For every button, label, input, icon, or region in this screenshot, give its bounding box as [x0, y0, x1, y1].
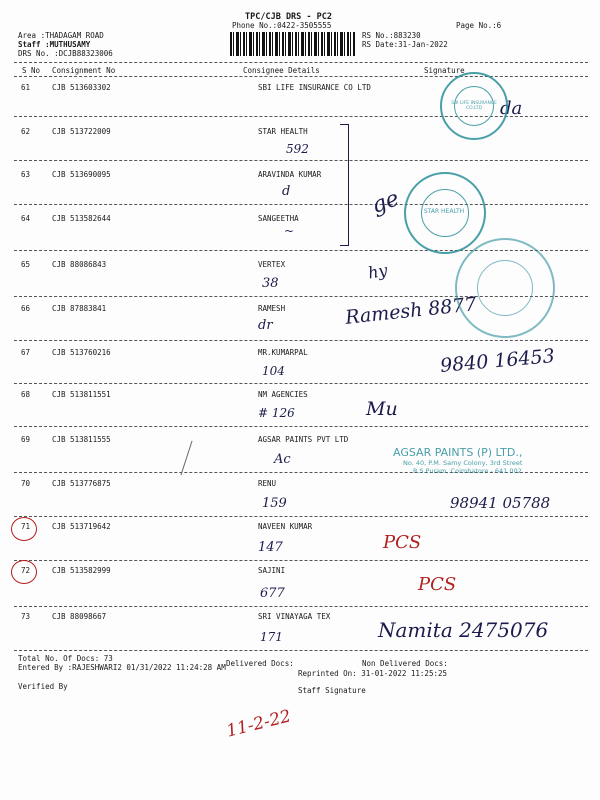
signature-68: Mu	[366, 398, 398, 420]
row-sno: 63	[21, 170, 31, 179]
area-label: Area :THADAGAM ROAD	[18, 31, 104, 40]
handwritten-note: d	[282, 184, 291, 199]
delivered-docs: Delivered Docs:	[226, 659, 294, 668]
handwritten-note: 171	[260, 630, 283, 644]
row-consignee: ARAVINDA KUMAR	[258, 170, 322, 179]
row-consignment: CJB 513603302	[52, 83, 111, 92]
bracket-mark	[340, 124, 349, 246]
row-sno: 62	[21, 127, 31, 136]
row-rule	[14, 160, 588, 161]
staff-signature: Staff Signature	[298, 686, 366, 695]
signature-66: Ramesh 8877	[344, 293, 478, 329]
barcode	[230, 32, 355, 56]
row-rule	[14, 606, 588, 607]
handwritten-note: # 126	[258, 406, 295, 420]
signature-72: PCS	[418, 574, 457, 595]
row-rule	[14, 204, 588, 205]
row-sno: 71	[21, 522, 31, 531]
row-sno: 65	[21, 260, 31, 269]
row-sno: 64	[21, 214, 31, 223]
row-consignment: CJB 87883841	[52, 304, 107, 313]
row-consignment: CJB 513719642	[52, 522, 111, 531]
sbi-stamp: SBI LIFE INSURANCE CO.LTD	[440, 72, 508, 140]
phone-number: Phone No.:0422-3505555	[232, 21, 332, 30]
rs-date: RS Date:31-Jan-2022	[362, 40, 448, 49]
row-sno: 70	[21, 479, 31, 488]
row-rule	[14, 516, 588, 517]
row-consignee: VERTEX	[258, 260, 286, 269]
signature-61: da	[500, 98, 523, 119]
entered-by: Entered By :RAJESHWARI2 01/31/2022 11:24:28 AM	[18, 663, 226, 672]
col-consignee: Consignee Details	[243, 66, 320, 75]
company-stamp	[455, 238, 555, 338]
row-consignee: SAJINI	[258, 566, 286, 575]
row-sno: 67	[21, 348, 31, 357]
row-consignment: CJB 513722009	[52, 127, 111, 136]
row-consignee: SANGEETHA	[258, 214, 299, 223]
row-consignee: SBI LIFE INSURANCE CO LTD	[258, 83, 371, 92]
row-sno: 72	[21, 566, 31, 575]
row-rule	[14, 560, 588, 561]
row-consignment: CJB 513582644	[52, 214, 111, 223]
row-consignment: CJB 513776875	[52, 479, 111, 488]
handwritten-note: 104	[262, 364, 285, 378]
row-consignment: CJB 88098667	[52, 612, 107, 621]
row-consignee: SRI VINAYAGA TEX	[258, 612, 331, 621]
staff-label: Staff :MUTHUSAMY	[18, 40, 91, 49]
row-consignment: CJB 88086843	[52, 260, 107, 269]
row-consignee: AGSAR PAINTS PVT LTD	[258, 435, 349, 444]
row-sno: 66	[21, 304, 31, 313]
row-consignee: RAMESH	[258, 304, 286, 313]
row-rule	[14, 383, 588, 384]
document-title: TPC/CJB DRS - PC2	[245, 12, 332, 22]
row-consignment: CJB 513811555	[52, 435, 111, 444]
signature-65: hy	[366, 260, 389, 283]
row-consignment: CJB 513811551	[52, 390, 111, 399]
handwritten-note: 147	[258, 540, 283, 555]
rs-number: RS No.:883230	[362, 31, 421, 40]
signature-70: 98941 05788	[450, 494, 551, 512]
row-sno: 68	[21, 390, 31, 399]
drs-number: DRS No. :DCJB88323006	[18, 49, 113, 58]
signature-67: 9840 16453	[439, 345, 556, 377]
row-consignment: CJB 513690095	[52, 170, 111, 179]
handwritten-date: 11-2-22	[224, 706, 294, 742]
row-consignee: RENU	[258, 479, 277, 488]
handwritten-note: 677	[260, 586, 285, 601]
handwritten-note: dr	[258, 318, 273, 333]
page-number: Page No.:6	[456, 21, 502, 30]
reprinted-on: Reprinted On: 31-01-2022 11:25:25	[298, 669, 448, 678]
row-sno: 61	[21, 83, 31, 92]
signature-71: PCS	[383, 532, 422, 553]
handwritten-note: Ac	[274, 452, 291, 467]
col-sno: S No	[22, 66, 41, 75]
col-consignment: Consignment No	[52, 66, 116, 75]
row-sno: 69	[21, 435, 31, 444]
handwritten-note: 592	[286, 142, 309, 156]
star-health-stamp: STAR HEALTH	[404, 172, 486, 254]
total-docs: Total No. Of Docs: 73	[18, 654, 113, 663]
row-sno: 73	[21, 612, 31, 621]
handwritten-note: ~	[284, 224, 295, 238]
col-signature: Signature	[424, 66, 465, 75]
row-consignee: STAR HEALTH	[258, 127, 308, 136]
row-rule	[14, 426, 588, 427]
row-consignee: MR.KUMARPAL	[258, 348, 308, 357]
row-rule	[14, 650, 588, 651]
header-rule	[14, 62, 588, 63]
handwritten-note: 38	[262, 276, 279, 291]
row-consignment: CJB 513760216	[52, 348, 111, 357]
row-consignee: NAVEEN KUMAR	[258, 522, 313, 531]
verified-by: Verified By	[18, 682, 68, 691]
column-rule	[14, 76, 588, 77]
row-consignment: CJB 513582999	[52, 566, 111, 575]
row-consignee: NM AGENCIES	[258, 390, 308, 399]
pen-stroke	[180, 441, 192, 476]
signature-63: ge	[368, 186, 403, 219]
non-delivered-docs: Non Delivered Docs:	[362, 659, 448, 668]
row-rule	[14, 340, 588, 341]
agsar-stamp: AGSAR PAINTS (P) LTD., No. 40, P.M. Samy Colony, 3rd Street R.S.Puram, Coimbatore - 641 002	[393, 446, 523, 475]
signature-73: Namita 2475076	[378, 618, 549, 642]
handwritten-note: 159	[262, 496, 287, 511]
